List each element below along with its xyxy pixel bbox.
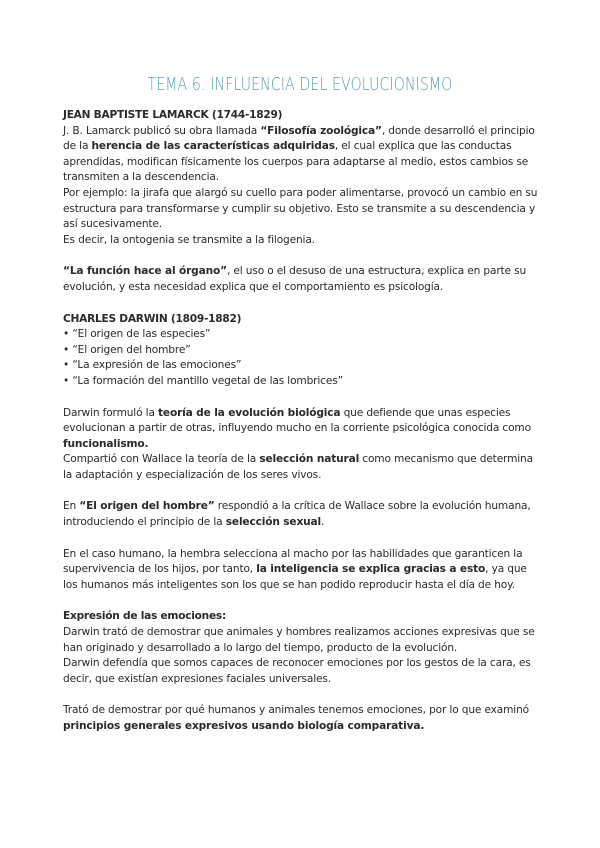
darwin-paragraph-3: En “El origen del hombre” respondió a la crítica de Wallace sobre la evolución humana, introduciendo el principio de la selección sexual. [63,500,531,529]
darwin-paragraph-2: Compartió con Wallace la teoría de la selección natural como mecanismo que determina la adaptación y especialización de los seres vivos. [63,453,533,481]
page-title: TEMA 6. INFLUENCIA DEL EVOLUCIONISMO [147,74,453,95]
emociones-paragraph-2: Darwin defendía que somos capaces de reconocer emociones por los gestos de la cara, es decir, que existían expresiones faciales universales. [63,657,531,685]
lamarck-paragraph-1: J. B. Lamarck publicó su obra llamada “Filosofía zoológica”, donde desarrolló el principio de la herencia de las características adquiridas, el cual explica que las conductas aprendidas, modifican físicamente los cuerpos para adaptarse al medio, estos cambios se transmiten a la descendencia. [63,124,535,184]
list-item: • “La formación del mantillo vegetal de las lombrices” [63,374,343,387]
darwin-paragraph-1: Darwin formuló la teoría de la evolución biológica que defiende que unas especies evolucionan a partir de otras, influyendo mucho en la corriente psicológica conocida como funcionalismo. [63,406,531,450]
lamarck-paragraph-4: “La función hace al órgano”, el uso o el desuso de una estructura, explica en parte su evolución, y esta necesidad explica que el comportamiento es psicología. [63,265,527,293]
lamarck-heading: JEAN BAPTISTE LAMARCK (1744-1829) [63,109,283,121]
list-item: • “La expresión de las emociones” [63,359,242,372]
darwin-works-list [63,327,543,389]
emociones-heading: Expresión de las emociones: [63,610,226,623]
document-body [63,108,543,735]
darwin-heading: CHARLES DARWIN (1809-1882) [63,312,242,325]
lamarck-paragraph-3: Es decir, la ontogenia se transmite a la filogenia. [63,233,315,246]
list-item: • “El origen de las especies” [63,328,211,341]
emociones-paragraph-1: Darwin trató de demostrar que animales y hombres realizamos acciones expresivas que se han originado y desarrollado a lo largo del tiempo, producto de la evolución. [63,626,535,654]
lamarck-paragraph-2: Por ejemplo: la jirafa que alargó su cuello para poder alimentarse, provocó un cambio en su estructura para transformarse y cumplir su objetivo. Esto se transmite a su descendencia y así sucesivamente. [63,186,538,231]
darwin-paragraph-4: En el caso humano, la hembra selecciona al macho por las habilidades que garanticen la supervivencia de los hijos, por tanto, la inteligencia se explica gracias a esto, ya que los humanos más inteligentes son los que se han podido reproducir hasta el día de hoy. [63,547,527,591]
emociones-paragraph-3: Trató de demostrar por qué humanos y animales tenemos emociones, por lo que examinó principios generales expresivos usando biología comparativa. [63,704,529,732]
list-item: • “El origen del hombre” [63,343,191,356]
